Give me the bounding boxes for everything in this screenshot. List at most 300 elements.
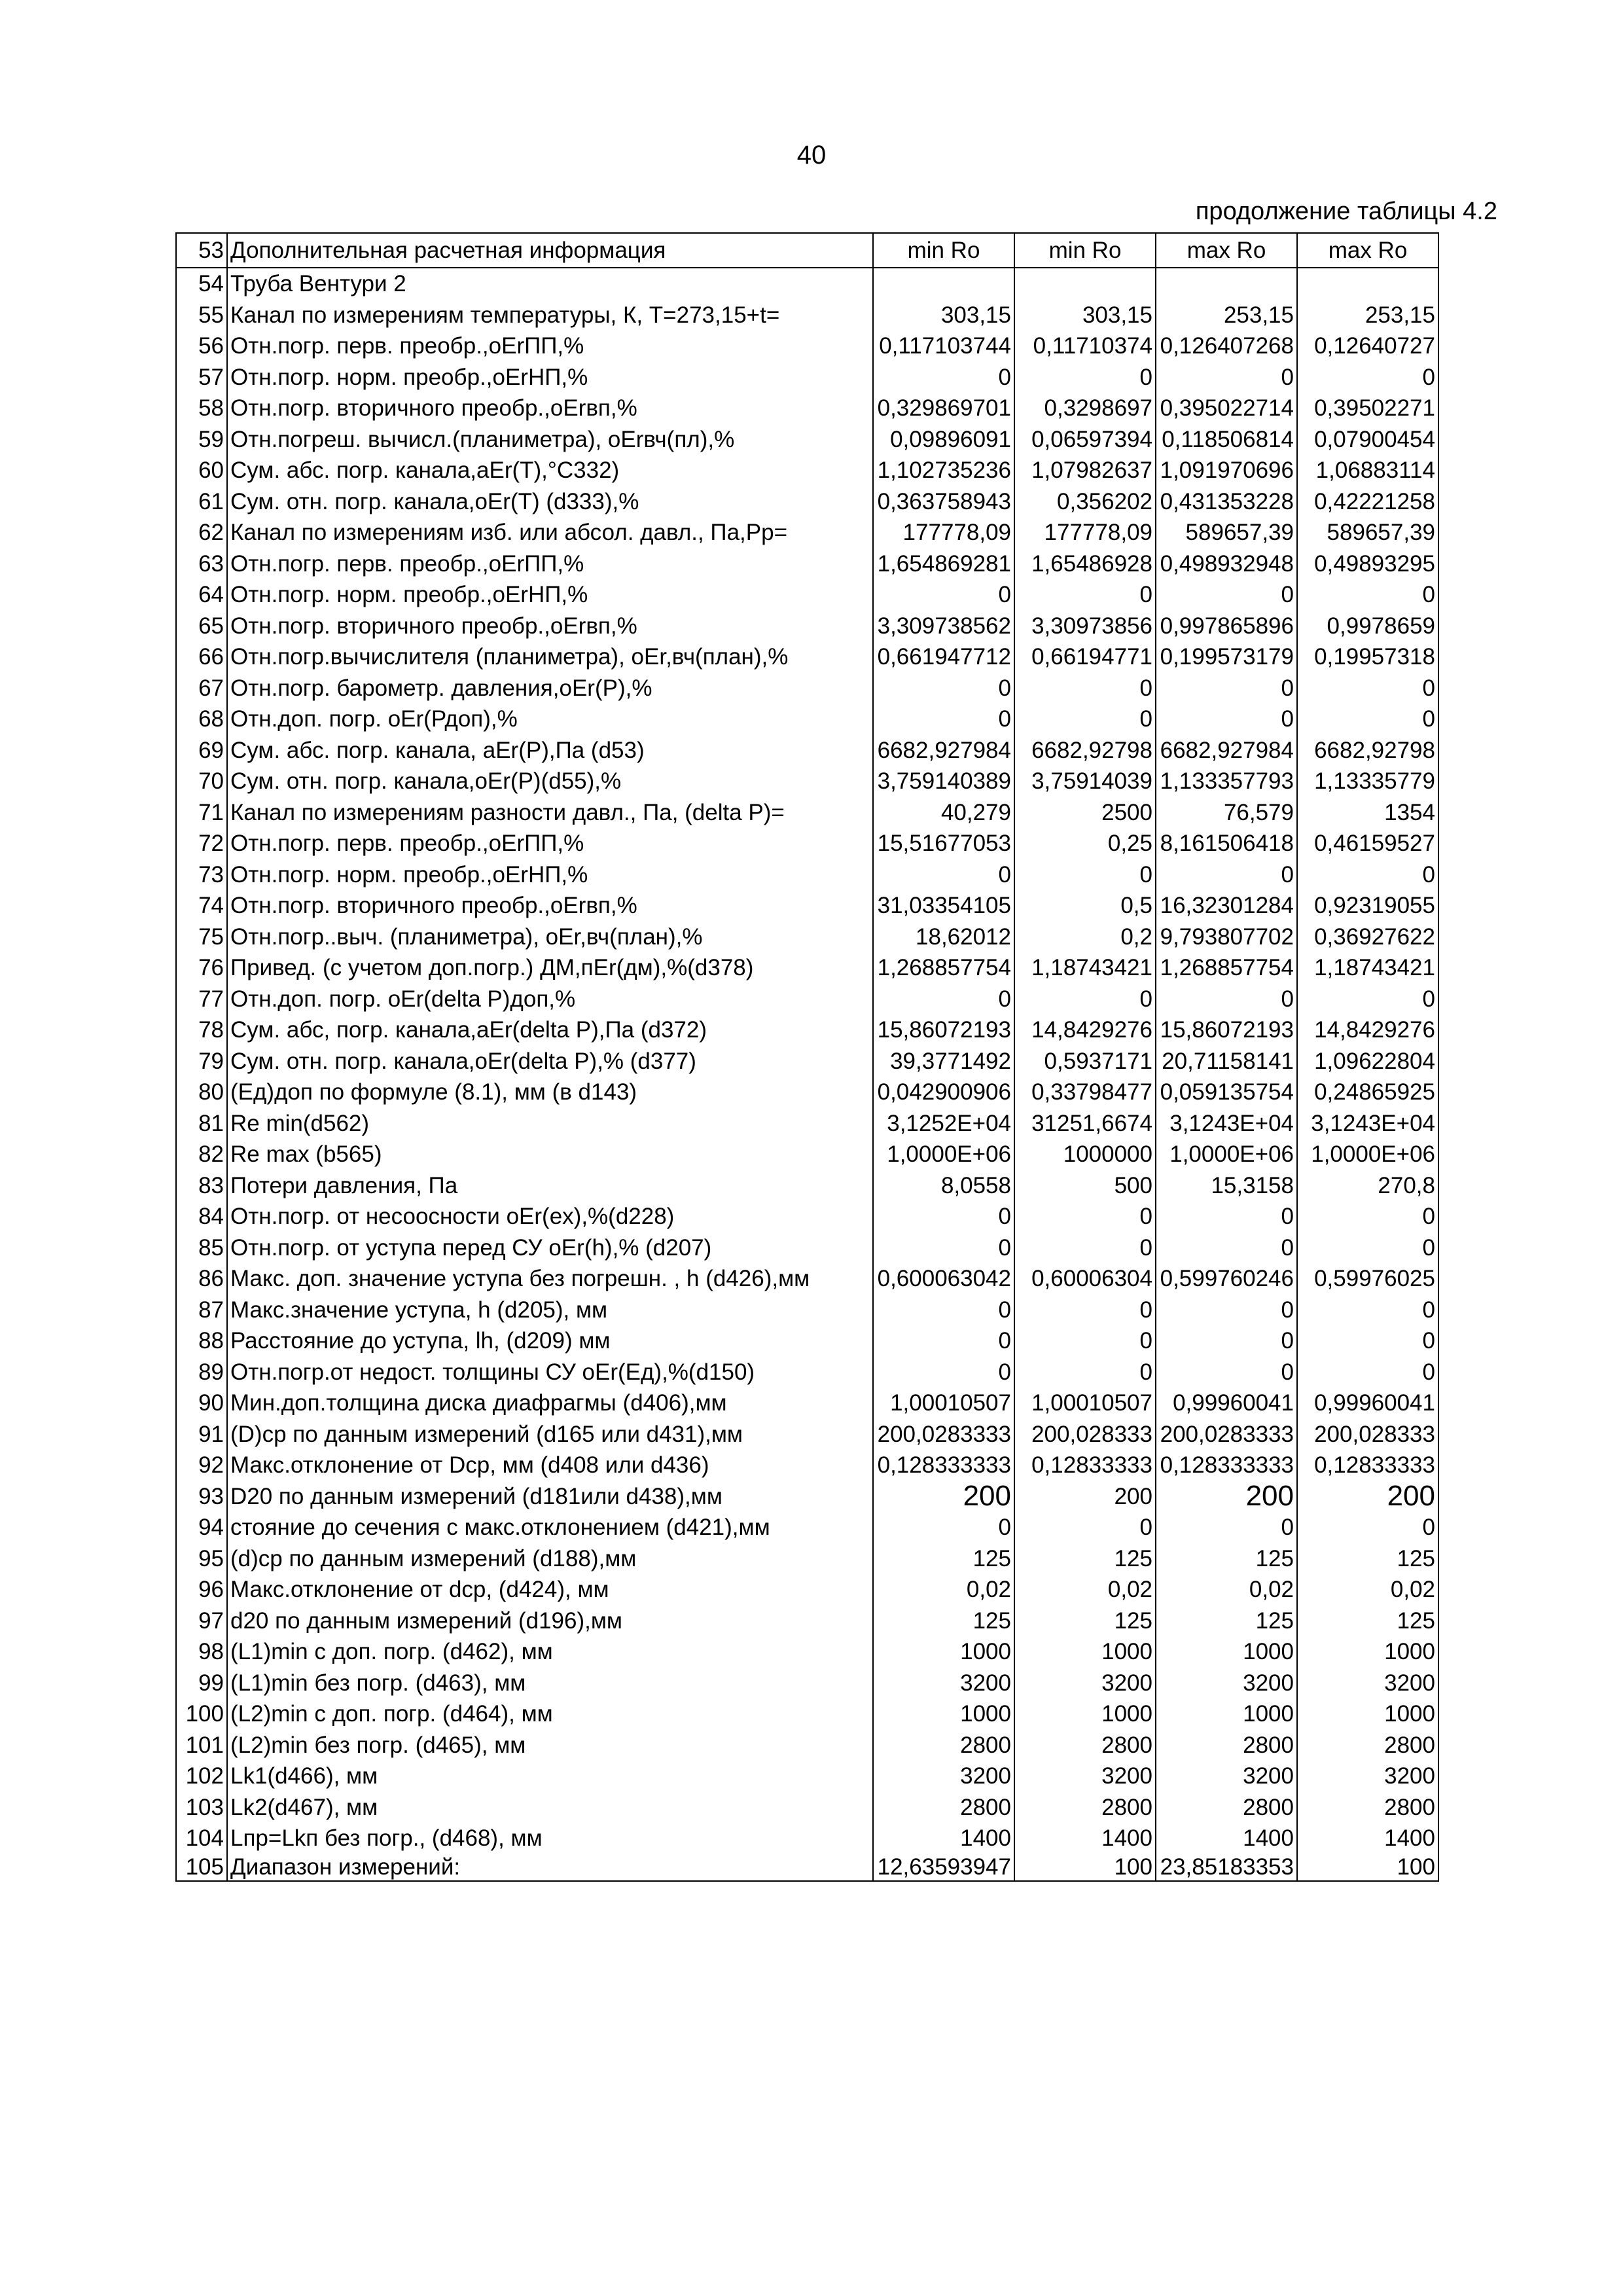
row-description: Потери давления, Па: [227, 1170, 873, 1202]
value-cell: 1,091970696: [1156, 455, 1297, 486]
value-cell: 125: [1156, 1605, 1297, 1637]
value-cell: 0,128333333: [873, 1450, 1014, 1481]
table-row: [176, 952, 1438, 984]
value-cell: [1156, 268, 1297, 300]
data-table: [175, 232, 1439, 1882]
value-cell: 3,75914039: [1014, 766, 1156, 797]
value-cell: 15,86072193: [873, 1014, 1014, 1046]
table-row: [176, 1077, 1438, 1108]
row-number: 103: [176, 1792, 227, 1823]
row-number: 88: [176, 1325, 227, 1357]
value-cell: 0,9978659: [1297, 611, 1438, 642]
row-number: 82: [176, 1139, 227, 1170]
value-cell: 0,02: [1014, 1574, 1156, 1605]
value-cell: 253,15: [1297, 300, 1438, 331]
row-description: Отн.погр. вторичного преобр.,оЕrвп,%: [227, 890, 873, 922]
value-cell: 0,36927622: [1297, 922, 1438, 953]
value-cell: 18,62012: [873, 922, 1014, 953]
row-number: 89: [176, 1357, 227, 1388]
row-description: Сум. абс. погр. канала, аЕr(Р),Па (d53): [227, 735, 873, 766]
row-number: 68: [176, 704, 227, 735]
row-number: 63: [176, 548, 227, 580]
value-cell: 0,19957318: [1297, 641, 1438, 673]
value-cell: 0,431353228: [1156, 486, 1297, 518]
value-cell: 6682,92798: [1297, 735, 1438, 766]
value-cell: 39,3771492: [873, 1046, 1014, 1077]
value-cell: 3,1243E+04: [1297, 1108, 1438, 1139]
table-row: [176, 611, 1438, 642]
value-cell: 3200: [873, 1761, 1014, 1792]
value-cell: 0,33798477: [1014, 1077, 1156, 1108]
table-row: [176, 393, 1438, 424]
value-cell: 0: [1297, 704, 1438, 735]
value-cell: 0,99960041: [1297, 1388, 1438, 1419]
value-cell: 0,92319055: [1297, 890, 1438, 922]
value-cell: 200: [1297, 1481, 1438, 1513]
value-cell: 125: [873, 1543, 1014, 1575]
row-number: 64: [176, 579, 227, 611]
value-cell: 15,51677053: [873, 828, 1014, 859]
value-cell: 0: [873, 984, 1014, 1015]
value-cell: 1,07982637: [1014, 455, 1156, 486]
row-description: (L1)min с доп. погр. (d462), мм: [227, 1636, 873, 1668]
value-cell: 200: [1014, 1481, 1156, 1513]
row-description: Lk2(d467), мм: [227, 1792, 873, 1823]
row-description: Отн.погр. норм. преобр.,оЕrНП,%: [227, 362, 873, 393]
value-cell: 0,363758943: [873, 486, 1014, 518]
value-cell: 15,86072193: [1156, 1014, 1297, 1046]
table-row: [176, 548, 1438, 580]
value-cell: 0: [1297, 1201, 1438, 1232]
row-number: 104: [176, 1823, 227, 1854]
value-cell: 0,2: [1014, 922, 1156, 953]
row-number: 100: [176, 1698, 227, 1730]
value-cell: 0,599760246: [1156, 1263, 1297, 1295]
value-cell: 1000: [873, 1698, 1014, 1730]
row-number: 83: [176, 1170, 227, 1202]
value-cell: 589657,39: [1156, 517, 1297, 548]
value-cell: 0,12833333: [1297, 1450, 1438, 1481]
row-description: Отн.погр. вторичного преобр.,оЕrвп,%: [227, 611, 873, 642]
value-cell: 1,268857754: [1156, 952, 1297, 984]
value-cell: 3200: [1156, 1761, 1297, 1792]
row-number: 55: [176, 300, 227, 331]
value-cell: 0,059135754: [1156, 1077, 1297, 1108]
row-number: 76: [176, 952, 227, 984]
row-number: 56: [176, 331, 227, 362]
value-cell: 0,49893295: [1297, 548, 1438, 580]
row-description: D20 по данным измерений (d181или d438),мм: [227, 1481, 873, 1513]
value-cell: 0,07900454: [1297, 424, 1438, 456]
value-cell: 0: [1014, 1325, 1156, 1357]
table-row: [176, 1295, 1438, 1326]
row-number: 81: [176, 1108, 227, 1139]
table-row: [176, 1014, 1438, 1046]
value-cell: 8,161506418: [1156, 828, 1297, 859]
value-cell: 0: [1156, 579, 1297, 611]
value-cell: 6682,92798: [1014, 735, 1156, 766]
value-cell: 0: [1156, 1325, 1297, 1357]
table-row: [176, 1357, 1438, 1388]
value-cell: 3200: [1014, 1668, 1156, 1699]
value-cell: 0: [873, 704, 1014, 735]
row-description: (Ед)доп по формуле (8.1), мм (в d143): [227, 1077, 873, 1108]
row-number: 57: [176, 362, 227, 393]
row-description: Сум. отн. погр. канала,оЕr(Т) (d333),%: [227, 486, 873, 518]
value-cell: 0: [1297, 673, 1438, 704]
row-description: Отн.погр..выч. (планиметра), оЕr,вч(план),%: [227, 922, 873, 953]
value-cell: 0,59976025: [1297, 1263, 1438, 1295]
row-description: Сум. абс, погр. канала,аЕr(delta P),Па (d372): [227, 1014, 873, 1046]
value-cell: 0: [1297, 579, 1438, 611]
header-row-number: 53: [176, 233, 227, 268]
value-cell: 76,579: [1156, 797, 1297, 829]
value-cell: 0,39502271: [1297, 393, 1438, 424]
table-row: [176, 300, 1438, 331]
row-description: Отн.погр.вычислителя (планиметра), оЕr,вч(план),%: [227, 641, 873, 673]
value-cell: 100: [1297, 1854, 1438, 1881]
value-cell: 1,18743421: [1297, 952, 1438, 984]
value-cell: 0: [1297, 1357, 1438, 1388]
value-cell: 0: [1156, 704, 1297, 735]
value-cell: 1000000: [1014, 1139, 1156, 1170]
value-cell: 1,0000E+06: [1156, 1139, 1297, 1170]
value-cell: 6682,927984: [873, 735, 1014, 766]
header-description: Дополнительная расчетная информация: [227, 233, 873, 268]
table-row: [176, 1263, 1438, 1295]
table-row: [176, 1481, 1438, 1513]
row-description: Сум. абс. погр. канала,аЕr(Т),°С332): [227, 455, 873, 486]
value-cell: 1,0000E+06: [1297, 1139, 1438, 1170]
value-cell: 0,02: [873, 1574, 1014, 1605]
value-cell: 2800: [1014, 1792, 1156, 1823]
value-cell: 1,654869281: [873, 548, 1014, 580]
value-cell: 1400: [1156, 1823, 1297, 1854]
value-cell: 0: [1014, 704, 1156, 735]
value-cell: 1400: [1014, 1823, 1156, 1854]
row-description: Lпр=Lkп без погр., (d468), мм: [227, 1823, 873, 1854]
row-description: Канал по измерениям температуры, К, Т=273,15+t=: [227, 300, 873, 331]
value-cell: 0,356202: [1014, 486, 1156, 518]
value-cell: 200,028333: [1014, 1419, 1156, 1450]
row-number: 65: [176, 611, 227, 642]
table-continuation-label: продолжение таблицы 4.2: [1195, 198, 1497, 225]
value-cell: 0,997865896: [1156, 611, 1297, 642]
value-cell: 589657,39: [1297, 517, 1438, 548]
row-description: Макс.отклонение от dср, (d424), мм: [227, 1574, 873, 1605]
value-cell: 0,12833333: [1014, 1450, 1156, 1481]
value-cell: 1000: [1014, 1698, 1156, 1730]
value-cell: 0: [1297, 362, 1438, 393]
row-number: 86: [176, 1263, 227, 1295]
value-cell: 0,117103744: [873, 331, 1014, 362]
row-number: 93: [176, 1481, 227, 1513]
table-row: [176, 1730, 1438, 1761]
value-cell: 177778,09: [873, 517, 1014, 548]
value-cell: 0: [1156, 859, 1297, 891]
value-cell: 9,793807702: [1156, 922, 1297, 953]
value-cell: 0,11710374: [1014, 331, 1156, 362]
row-number: 101: [176, 1730, 227, 1761]
value-cell: 125: [1014, 1543, 1156, 1575]
table-row: [176, 1232, 1438, 1264]
table-row: [176, 1761, 1438, 1792]
table-row: [176, 1201, 1438, 1232]
row-description: Отн.погр.от недост. толщины СУ оЕr(Ед),%(d150): [227, 1357, 873, 1388]
row-number: 61: [176, 486, 227, 518]
value-cell: 1,18743421: [1014, 952, 1156, 984]
table-row: [176, 268, 1438, 300]
row-description: (L2)min с доп. погр. (d464), мм: [227, 1698, 873, 1730]
value-cell: 1000: [1156, 1698, 1297, 1730]
table-row: [176, 362, 1438, 393]
table-row: [176, 1388, 1438, 1419]
value-cell: 125: [1297, 1605, 1438, 1637]
table-row: [176, 1139, 1438, 1170]
value-cell: 0: [1156, 673, 1297, 704]
row-number: 78: [176, 1014, 227, 1046]
value-cell: 8,0558: [873, 1170, 1014, 1202]
table-row: [176, 859, 1438, 891]
table-row: [176, 579, 1438, 611]
value-cell: 0,661947712: [873, 641, 1014, 673]
table-row: [176, 735, 1438, 766]
value-cell: [873, 268, 1014, 300]
row-description: Привед. (с учетом доп.погр.) ДМ,пЕr(дм),%(d378): [227, 952, 873, 984]
value-cell: 0: [1297, 1295, 1438, 1326]
table-row: [176, 984, 1438, 1015]
value-cell: 0,66194771: [1014, 641, 1156, 673]
row-number: 79: [176, 1046, 227, 1077]
value-cell: 0,06597394: [1014, 424, 1156, 456]
value-cell: 0,118506814: [1156, 424, 1297, 456]
value-cell: 1,00010507: [1014, 1388, 1156, 1419]
value-cell: 0: [1014, 1357, 1156, 1388]
value-cell: 125: [1297, 1543, 1438, 1575]
row-number: 67: [176, 673, 227, 704]
value-cell: 1,06883114: [1297, 455, 1438, 486]
row-description: Отн.погр. перв. преобр.,оЕrПП,%: [227, 828, 873, 859]
row-number: 62: [176, 517, 227, 548]
value-cell: 1000: [1297, 1698, 1438, 1730]
value-cell: 3200: [1156, 1668, 1297, 1699]
table-row: [176, 1450, 1438, 1481]
table-row: [176, 1636, 1438, 1668]
value-cell: 31251,6674: [1014, 1108, 1156, 1139]
value-cell: 177778,09: [1014, 517, 1156, 548]
value-cell: 3200: [873, 1668, 1014, 1699]
value-cell: 1400: [873, 1823, 1014, 1854]
value-cell: 0: [1156, 1201, 1297, 1232]
table-row: [176, 517, 1438, 548]
value-cell: 3200: [1014, 1761, 1156, 1792]
value-cell: 0: [873, 1201, 1014, 1232]
row-number: 77: [176, 984, 227, 1015]
value-cell: 0: [1156, 1512, 1297, 1543]
row-number: 105: [176, 1854, 227, 1881]
row-description: Отн.погр. перв. преобр.,оЕrПП,%: [227, 331, 873, 362]
row-description: Отн.погр. барометр. давления,оЕr(Р),%: [227, 673, 873, 704]
row-number: 69: [176, 735, 227, 766]
value-cell: 1000: [1156, 1636, 1297, 1668]
value-cell: 1354: [1297, 797, 1438, 829]
value-cell: 0: [1014, 859, 1156, 891]
value-cell: 303,15: [873, 300, 1014, 331]
table-row: [176, 1823, 1438, 1854]
value-cell: 1,65486928: [1014, 548, 1156, 580]
value-cell: 1,102735236: [873, 455, 1014, 486]
value-cell: 31,03354105: [873, 890, 1014, 922]
value-cell: 0,46159527: [1297, 828, 1438, 859]
row-description: Re max (b565): [227, 1139, 873, 1170]
value-cell: 270,8: [1297, 1170, 1438, 1202]
value-cell: 303,15: [1014, 300, 1156, 331]
value-cell: 2800: [1014, 1730, 1156, 1761]
table-row: [176, 1046, 1438, 1077]
value-cell: 0,329869701: [873, 393, 1014, 424]
value-cell: 200: [1156, 1481, 1297, 1513]
value-cell: [1014, 268, 1156, 300]
value-cell: 6682,927984: [1156, 735, 1297, 766]
table-row: [176, 1854, 1438, 1881]
row-number: 59: [176, 424, 227, 456]
row-description: Отн.погр. перв. преобр.,оЕrПП,%: [227, 548, 873, 580]
column-header: max Ro: [1156, 233, 1297, 268]
table-row: [176, 1512, 1438, 1543]
value-cell: 0: [1156, 362, 1297, 393]
table-row: [176, 455, 1438, 486]
table-row: [176, 1574, 1438, 1605]
row-description: (D)ср по данным измерений (d165 или d431),мм: [227, 1419, 873, 1450]
row-description: Макс.значение уступа, h (d205), мм: [227, 1295, 873, 1326]
value-cell: 23,85183353: [1156, 1854, 1297, 1881]
row-number: 80: [176, 1077, 227, 1108]
value-cell: 2800: [1156, 1792, 1297, 1823]
value-cell: 1000: [873, 1636, 1014, 1668]
table-row: [176, 673, 1438, 704]
value-cell: 0: [1014, 1201, 1156, 1232]
value-cell: 0: [1156, 984, 1297, 1015]
row-description: Отн.погреш. вычисл.(планиметра), оЕrвч(пл),%: [227, 424, 873, 456]
value-cell: 3,1243E+04: [1156, 1108, 1297, 1139]
value-cell: 3200: [1297, 1668, 1438, 1699]
row-number: 99: [176, 1668, 227, 1699]
value-cell: 0,126407268: [1156, 331, 1297, 362]
row-number: 92: [176, 1450, 227, 1481]
value-cell: 0: [873, 673, 1014, 704]
table-row: [176, 486, 1438, 518]
value-cell: 0: [1297, 1232, 1438, 1264]
value-cell: 2800: [873, 1730, 1014, 1761]
value-cell: 0: [1014, 1232, 1156, 1264]
value-cell: 15,3158: [1156, 1170, 1297, 1202]
row-description: Сум. отн. погр. канала,оЕr(Р)(d55),%: [227, 766, 873, 797]
row-number: 87: [176, 1295, 227, 1326]
value-cell: 0,02: [1297, 1574, 1438, 1605]
value-cell: 0,12640727: [1297, 331, 1438, 362]
value-cell: 3200: [1297, 1761, 1438, 1792]
table-row: [176, 890, 1438, 922]
table-row: [176, 766, 1438, 797]
table-row: [176, 1605, 1438, 1637]
value-cell: 0,3298697: [1014, 393, 1156, 424]
value-cell: 200: [873, 1481, 1014, 1513]
row-description: Re min(d562): [227, 1108, 873, 1139]
value-cell: 0: [1297, 859, 1438, 891]
value-cell: 0: [873, 579, 1014, 611]
value-cell: 0,498932948: [1156, 548, 1297, 580]
table-row: [176, 828, 1438, 859]
row-description: Отн.доп. погр. оЕr(delta P)доп,%: [227, 984, 873, 1015]
value-cell: 2800: [1156, 1730, 1297, 1761]
value-cell: 1,00010507: [873, 1388, 1014, 1419]
row-number: 54: [176, 268, 227, 300]
value-cell: 12,63593947: [873, 1854, 1014, 1881]
value-cell: [1297, 268, 1438, 300]
value-cell: 16,32301284: [1156, 890, 1297, 922]
value-cell: 0,5: [1014, 890, 1156, 922]
row-number: 102: [176, 1761, 227, 1792]
value-cell: 0: [1156, 1232, 1297, 1264]
value-cell: 1400: [1297, 1823, 1438, 1854]
value-cell: 0: [1297, 1512, 1438, 1543]
value-cell: 0: [873, 1295, 1014, 1326]
table-row: [176, 922, 1438, 953]
value-cell: 1,268857754: [873, 952, 1014, 984]
value-cell: 0,42221258: [1297, 486, 1438, 518]
table-row: [176, 331, 1438, 362]
value-cell: 0,042900906: [873, 1077, 1014, 1108]
row-description: (d)ср по данным измерений (d188),мм: [227, 1543, 873, 1575]
value-cell: 0: [1014, 579, 1156, 611]
table-body: [176, 233, 1438, 1881]
table-row: [176, 1668, 1438, 1699]
row-description: Труба Вентури 2: [227, 268, 873, 300]
row-number: 74: [176, 890, 227, 922]
row-number: 75: [176, 922, 227, 953]
table-row: [176, 641, 1438, 673]
row-description: (L2)min без погр. (d465), мм: [227, 1730, 873, 1761]
row-description: Отн.погр. норм. преобр.,оЕrНП,%: [227, 859, 873, 891]
row-number: 96: [176, 1574, 227, 1605]
value-cell: 2800: [873, 1792, 1014, 1823]
value-cell: 2800: [1297, 1792, 1438, 1823]
column-header: min Ro: [1014, 233, 1156, 268]
row-description: Макс.отклонение от Dср, мм (d408 или d436): [227, 1450, 873, 1481]
table-header-row: [176, 233, 1438, 268]
row-number: 71: [176, 797, 227, 829]
row-description: Отн.погр. норм. преобр.,оЕrНП,%: [227, 579, 873, 611]
row-description: Сум. отн. погр. канала,оЕr(delta P),% (d377): [227, 1046, 873, 1077]
table-row: [176, 1792, 1438, 1823]
table-row: [176, 797, 1438, 829]
row-description: Отн.погр. от уступа перед СУ оЕr(h),% (d207): [227, 1232, 873, 1264]
value-cell: 2500: [1014, 797, 1156, 829]
row-description: Lk1(d466), мм: [227, 1761, 873, 1792]
value-cell: 0: [1014, 673, 1156, 704]
value-cell: 1,0000E+06: [873, 1139, 1014, 1170]
row-number: 85: [176, 1232, 227, 1264]
value-cell: 2800: [1297, 1730, 1438, 1761]
row-number: 70: [176, 766, 227, 797]
table-row: [176, 704, 1438, 735]
value-cell: 253,15: [1156, 300, 1297, 331]
value-cell: 40,279: [873, 797, 1014, 829]
row-description: Отн.погр. от несоосности оЕr(ex),%(d228): [227, 1201, 873, 1232]
value-cell: 0: [1014, 1295, 1156, 1326]
value-cell: 0,02: [1156, 1574, 1297, 1605]
value-cell: 14,8429276: [1014, 1014, 1156, 1046]
